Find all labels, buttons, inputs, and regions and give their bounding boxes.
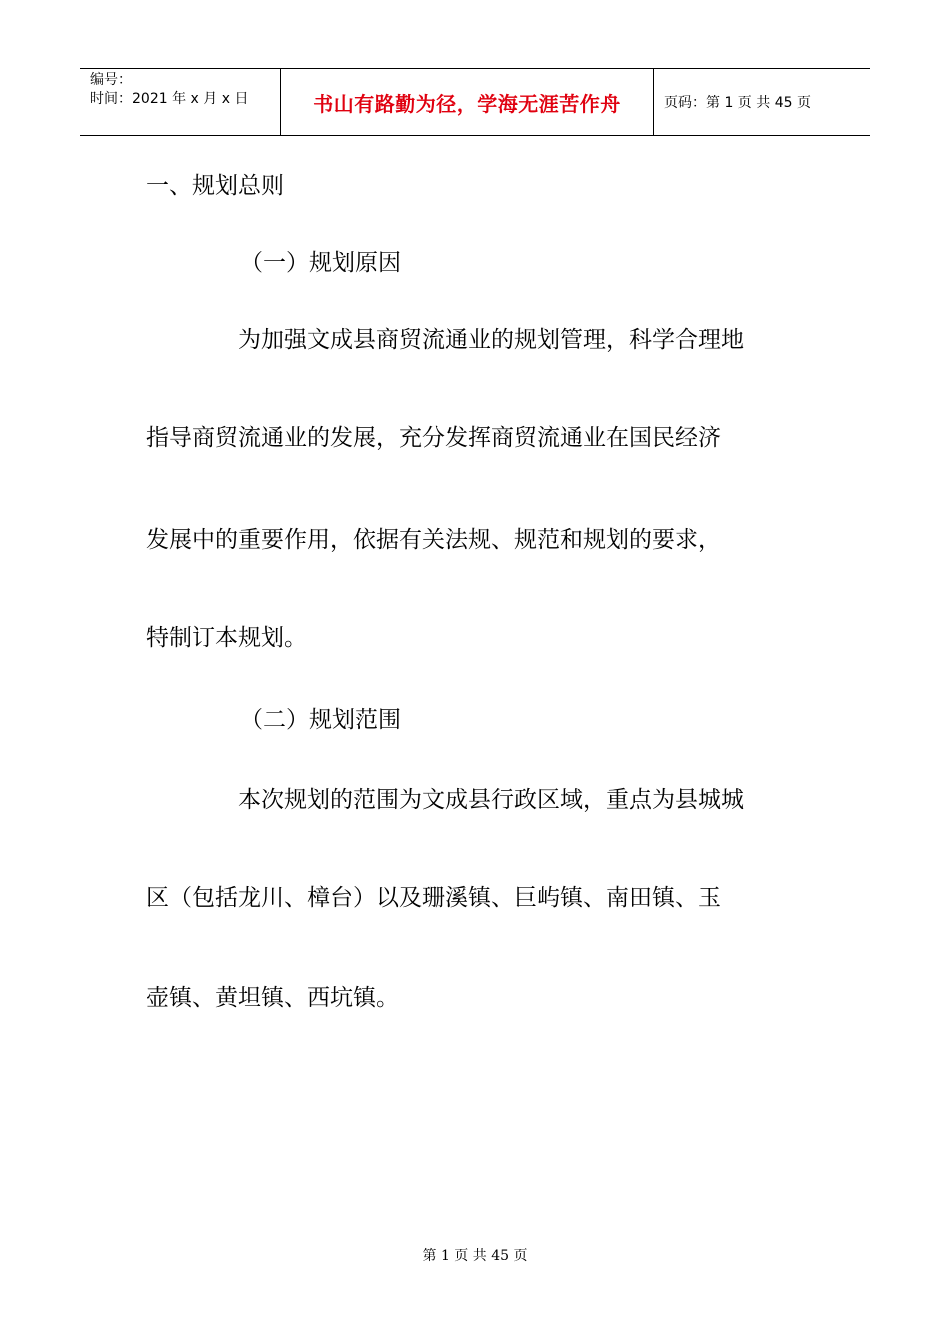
- header-meta-cell: [80, 69, 281, 135]
- paragraph-line: 为加强文成县商贸流通业的规划管理，科学合理地: [238, 327, 744, 353]
- serial-number-label: 编号：: [90, 72, 132, 88]
- paragraph-line: 区（包括龙川、樟台）以及珊溪镇、巨屿镇、南田镇、玉: [146, 885, 721, 911]
- page-footer: 第 1 页 共 45 页: [422, 1248, 528, 1264]
- header-table: [80, 68, 870, 136]
- paragraph-line: 本次规划的范围为文成县行政区域，重点为县城城: [238, 787, 744, 813]
- section-heading: 一、规划总则: [146, 173, 284, 199]
- header-motto-cell: [281, 69, 654, 135]
- header-page-info: 页码：第 1 页 共 45 页: [664, 95, 811, 111]
- paragraph-line: 壶镇、黄坦镇、西坑镇。: [146, 985, 399, 1011]
- paragraph-line: 发展中的重要作用，依据有关法规、规范和规划的要求，: [146, 527, 721, 553]
- subsection-heading: （二）规划范围: [240, 707, 401, 733]
- date-label: 时间：2021 年 x 月 x 日: [90, 91, 249, 107]
- subsection-heading: （一）规划原因: [240, 250, 401, 276]
- header-motto: 书山有路勤为径，学海无涯苦作舟: [313, 91, 621, 116]
- paragraph-line: 指导商贸流通业的发展，充分发挥商贸流通业在国民经济: [146, 425, 721, 451]
- header-page-cell: [654, 69, 870, 135]
- paragraph-line: 特制订本规划。: [146, 625, 307, 651]
